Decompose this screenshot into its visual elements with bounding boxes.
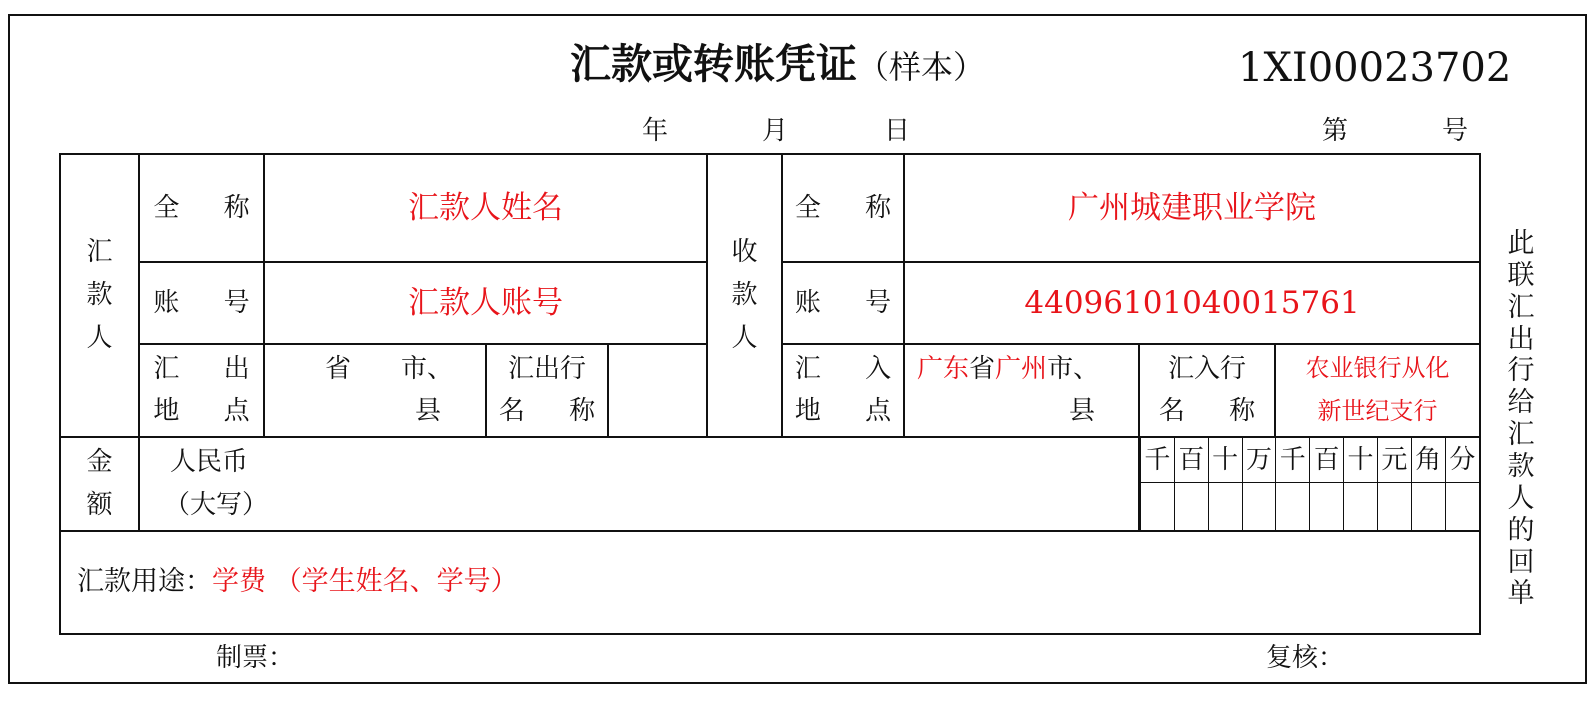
purpose-value: 学费 （学生姓名、学号） <box>212 565 518 597</box>
payee-county-label: 县 <box>1069 396 1096 427</box>
payee-city-value: 广州 <box>995 353 1048 384</box>
digit-cell-2[interactable] <box>1208 483 1242 530</box>
payee-section-label: 收 款 人 <box>707 154 782 437</box>
digit-cell-0[interactable] <box>1141 483 1175 530</box>
date-day-label: 日 <box>884 116 911 146</box>
amount-label: 金 额 <box>60 437 139 530</box>
date-year-label: 年 <box>642 116 669 146</box>
remitter-account-field[interactable] <box>264 262 707 343</box>
digit-cell-9[interactable] <box>1445 483 1479 530</box>
title-main: 汇款或转账凭证 <box>570 40 857 88</box>
digit-cell-7[interactable] <box>1377 483 1411 530</box>
digit-grid <box>1140 438 1479 529</box>
digit-header-3: 万 <box>1242 438 1276 483</box>
date-month-label: 月 <box>762 116 789 146</box>
remitter-full-name-label: 全 称 <box>139 154 264 262</box>
payee-account-label: 账 号 <box>782 262 904 343</box>
remitter-section-label: 汇 款 人 <box>60 154 139 437</box>
digit-cell-3[interactable] <box>1242 483 1276 530</box>
remitter-county-label: 县 <box>415 396 442 427</box>
remitter-province-label: 省 <box>325 353 352 384</box>
payee-full-name-value: 广州城建职业学院 <box>1068 189 1317 226</box>
remitter-bank-label: 汇出行 名 称 <box>486 344 608 437</box>
payee-bank-value-line1: 农业银行从化 <box>1305 354 1450 383</box>
payee-account-value: 44096101040015761 <box>1024 284 1360 321</box>
remitter-bank-field[interactable] <box>608 344 707 437</box>
digit-header-2: 十 <box>1208 438 1242 483</box>
number-prefix-label: 第 <box>1322 116 1349 146</box>
remitter-account-value: 汇款人账号 <box>408 284 563 321</box>
digit-cell-4[interactable] <box>1276 483 1310 530</box>
currency-label: 人民币 <box>170 446 249 477</box>
payee-full-name-label: 全 称 <box>782 154 904 262</box>
remitter-city-label: 市、 <box>401 353 454 384</box>
remitter-place-field[interactable] <box>264 344 486 437</box>
digit-header-9: 分 <box>1445 438 1479 483</box>
digit-header-4: 千 <box>1276 438 1310 483</box>
digit-cell-5[interactable] <box>1310 483 1344 530</box>
payee-place-label: 汇 入 地 点 <box>782 344 904 437</box>
payee-bank-label: 汇入行 名 称 <box>1139 344 1275 437</box>
digit-cell-1[interactable] <box>1174 483 1208 530</box>
remitter-place-label: 汇 出 地 点 <box>139 344 264 437</box>
remitter-account-label: 账 号 <box>139 262 264 343</box>
title-note: （样本） <box>857 48 986 86</box>
serial-number: 1XI00023702 <box>1238 45 1512 91</box>
digit-header-8: 角 <box>1411 438 1445 483</box>
purpose-field[interactable] <box>60 531 1480 634</box>
payee-account-field[interactable] <box>904 262 1480 343</box>
payee-place-field[interactable]: 广东省广州市、 县 <box>904 344 1139 437</box>
amount-digit-grid <box>1139 437 1480 530</box>
remitter-full-name-field[interactable] <box>264 154 707 262</box>
digit-header-0: 千 <box>1141 438 1175 483</box>
copy-note: 此联汇出行给汇款人的回单 <box>1507 228 1535 610</box>
amount-uppercase-field[interactable] <box>139 437 1139 530</box>
voucher-title <box>570 40 986 88</box>
payee-bank-value-line2: 新世纪支行 <box>1317 397 1438 426</box>
digit-cell-8[interactable] <box>1411 483 1445 530</box>
issuer-label: 制票： <box>216 643 295 673</box>
remitter-full-name-value: 汇款人姓名 <box>408 189 563 226</box>
digit-header-1: 百 <box>1174 438 1208 483</box>
number-suffix-label: 号 <box>1442 116 1469 146</box>
payee-full-name-field[interactable] <box>904 154 1480 262</box>
digit-header-5: 百 <box>1310 438 1344 483</box>
reviewer-label: 复核： <box>1266 643 1345 673</box>
voucher-form <box>59 153 1481 635</box>
purpose-label: 汇款用途： <box>77 565 212 597</box>
payee-province-value: 广东 <box>917 353 970 384</box>
digit-header-7: 元 <box>1377 438 1411 483</box>
payee-bank-field[interactable] <box>1275 344 1480 437</box>
uppercase-note: （大写） <box>164 489 269 520</box>
digit-cell-6[interactable] <box>1344 483 1378 530</box>
digit-header-6: 十 <box>1344 438 1378 483</box>
